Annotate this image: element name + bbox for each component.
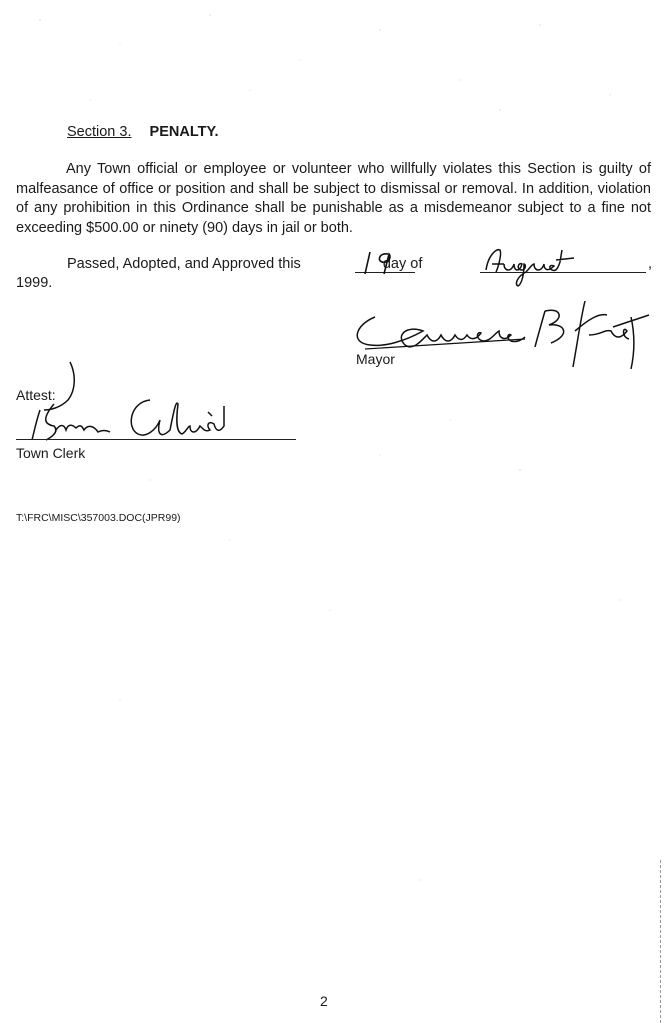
penalty-paragraph: Any Town official or employee or volunteer who willfully violates this Section is guilty of malfeasance of office or position and shall be subject to dismissal or removal. In addition, violation of any prohibition in this Ordinance shall be punishable as a misdemeanor subject to a fine not exceeding $500.00 or ninety (90) days in jail or both. [16, 161, 651, 236]
document-path: T:\FRC\MISC\357003.DOC(JPR99) [16, 512, 181, 524]
passed-lead: Passed, Adopted, and Approved this [67, 256, 301, 272]
section-heading [67, 124, 219, 140]
handwritten-month [482, 244, 622, 290]
handwritten-day [360, 248, 410, 276]
page-number: 2 [320, 993, 328, 1009]
clerk-signature-line [16, 439, 296, 440]
year: 1999. [16, 275, 53, 291]
section-number: Section 3. [67, 124, 132, 140]
mayor-label: Mayor [356, 351, 395, 367]
section-title: PENALTY. [149, 124, 219, 140]
scan-edge [660, 860, 662, 1023]
date-comma: , [648, 256, 653, 272]
day-of-text: day of [382, 256, 423, 272]
clerk-signature [10, 360, 250, 450]
clerk-label: Town Clerk [16, 445, 86, 461]
attest-label: Attest: [16, 387, 56, 403]
